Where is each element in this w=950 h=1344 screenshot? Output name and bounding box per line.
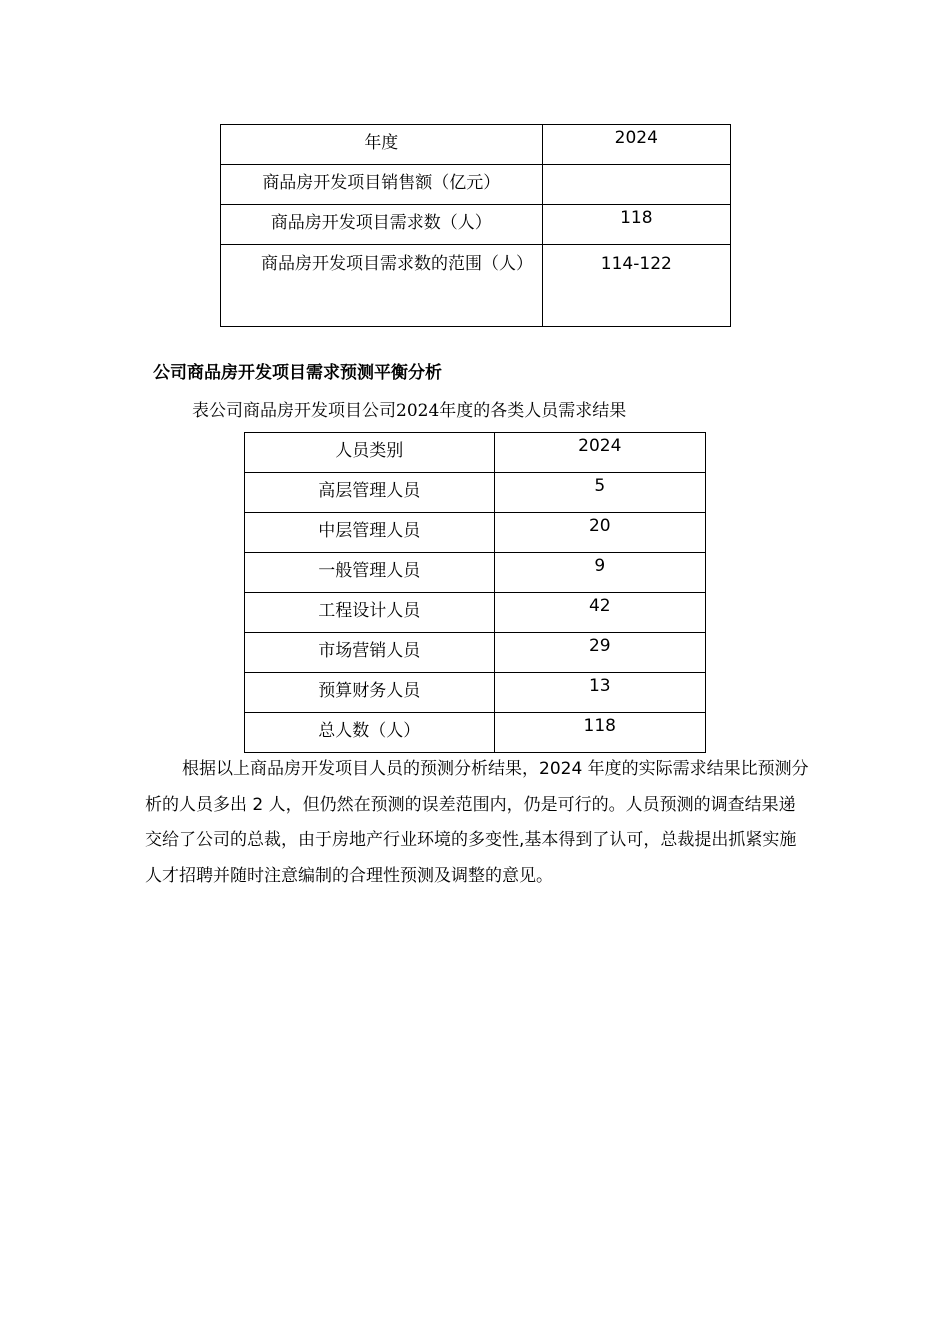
- forecast-summary-table: [220, 124, 731, 327]
- table-header-cell: 人员类别: [245, 433, 495, 473]
- table-cell: 118: [494, 713, 705, 753]
- table-cell: 商品房开发项目销售额（亿元）: [221, 165, 543, 205]
- table-cell: 总人数（人）: [245, 713, 495, 753]
- table-cell: 29: [494, 633, 705, 673]
- table-row: [221, 125, 731, 165]
- table-row: [245, 553, 706, 593]
- table-cell: 114-122: [542, 245, 730, 327]
- table-cell: 商品房开发项目需求数的范围（人）: [221, 245, 543, 327]
- table-cell: 商品房开发项目需求数（人）: [221, 205, 543, 245]
- table-row: [221, 165, 731, 205]
- table-row: [221, 245, 731, 327]
- table-row: [245, 633, 706, 673]
- table-cell: 高层管理人员: [245, 473, 495, 513]
- caption-text: 表公司商品房开发项目公司: [192, 401, 396, 421]
- table-cell: 工程设计人员: [245, 593, 495, 633]
- table-cell: 年度: [221, 125, 543, 165]
- table-cell: 9: [494, 553, 705, 593]
- table-row: [245, 473, 706, 513]
- caption-text: 年度的各类人员需求结果: [439, 401, 627, 421]
- table-row: [245, 673, 706, 713]
- table-cell: 42: [494, 593, 705, 633]
- table-cell: [542, 165, 730, 205]
- table-cell: 5: [494, 473, 705, 513]
- table-cell: 一般管理人员: [245, 553, 495, 593]
- table-row: [245, 513, 706, 553]
- table-caption: [192, 396, 626, 421]
- table-cell: 118: [542, 205, 730, 245]
- table-header-row: [245, 433, 706, 473]
- section-heading: 公司商品房开发项目需求预测平衡分析: [153, 363, 442, 383]
- table-cell: 预算财务人员: [245, 673, 495, 713]
- table-row: [245, 713, 706, 753]
- caption-year: 2024: [396, 401, 440, 421]
- body-paragraph: 根据以上商品房开发项目人员的预测分析结果，2024 年度的实际需求结果比预测分析的人员多出 2 人，但仍然在预测的误差范围内，仍是可行的。人员预测的调查结果递交给了公司的总裁，由于房地产行业环境的多变性,基本得到了认可，总裁提出抓紧实施人才招聘并随时注意编制的合理性预测及调整的意见。: [145, 759, 809, 886]
- table-cell: 2024: [542, 125, 730, 165]
- table-cell: 中层管理人员: [245, 513, 495, 553]
- table-cell: 市场营销人员: [245, 633, 495, 673]
- table-cell: 13: [494, 673, 705, 713]
- table-row: [245, 593, 706, 633]
- personnel-demand-table: [244, 432, 706, 753]
- table-row: [221, 205, 731, 245]
- table-header-cell: 2024: [494, 433, 705, 473]
- table-cell: 20: [494, 513, 705, 553]
